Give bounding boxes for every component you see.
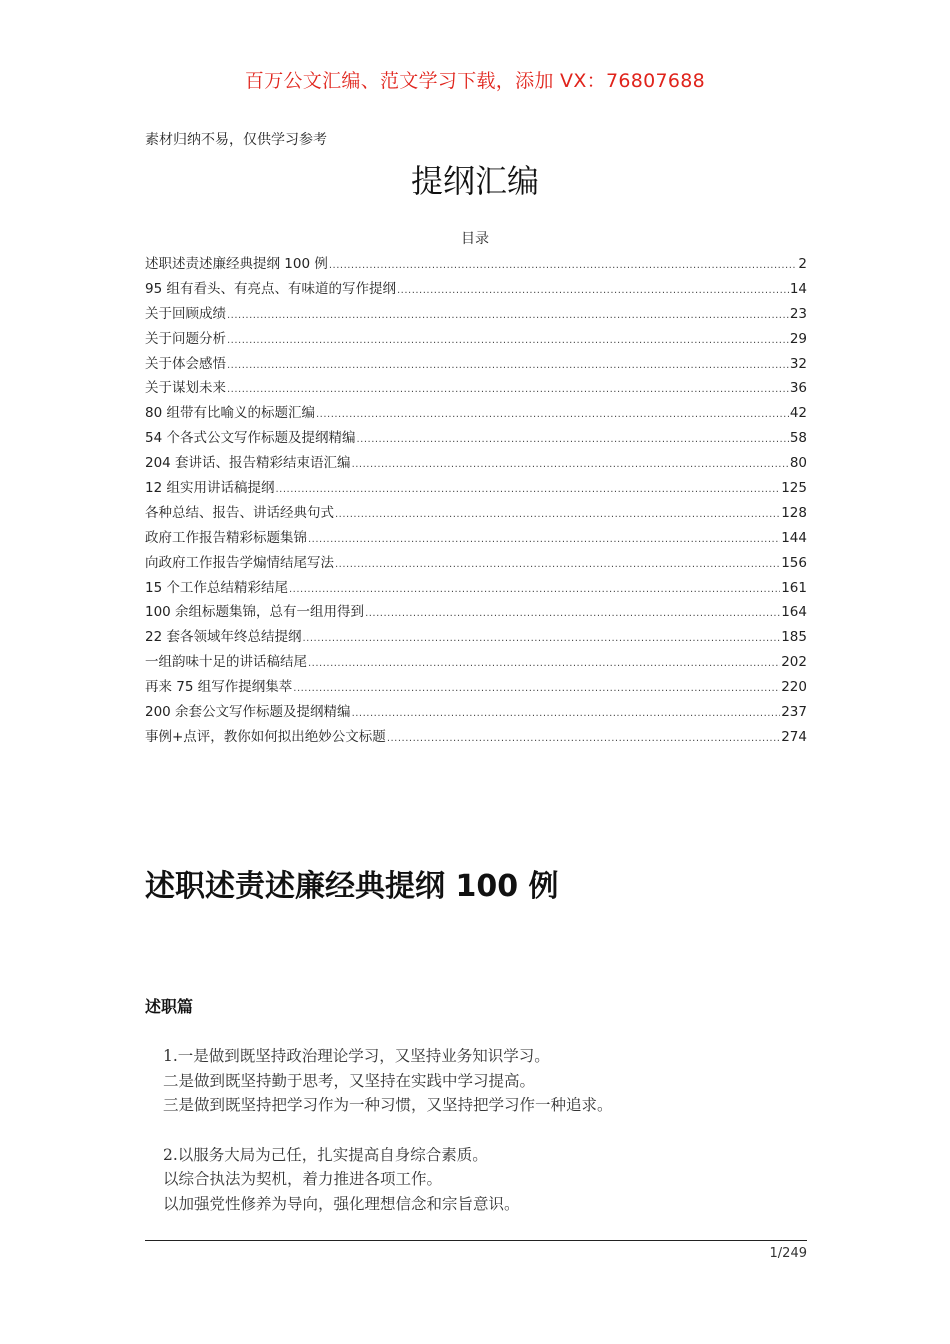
toc-entry-page: 274 xyxy=(781,728,807,745)
toc-entry[interactable] xyxy=(145,451,807,476)
toc-leader-dots xyxy=(275,484,780,495)
toc-leader-dots xyxy=(352,708,781,719)
toc-entry[interactable] xyxy=(145,277,807,302)
paragraph-line: 2.以服务大局为己任，扎实提高自身综合素质。 xyxy=(163,1145,488,1164)
toc-entry-page: 29 xyxy=(789,330,807,347)
paragraph-line: 以加强党性修养为导向，强化理想信念和宗旨意识。 xyxy=(163,1194,520,1213)
toc-entry-page: 156 xyxy=(781,554,807,571)
toc-entry[interactable] xyxy=(145,501,807,526)
toc-entry[interactable] xyxy=(145,426,807,451)
section-title: 述职述责述廉经典提纲 100 例 xyxy=(145,869,559,904)
toc-entry-title: 关于回顾成绩 xyxy=(145,305,226,322)
toc-entry-title: 22 套各领域年终总结提纲 xyxy=(145,629,302,646)
toc-entry-page: 202 xyxy=(781,654,807,671)
toc-entry-page: 164 xyxy=(781,604,807,621)
toc-leader-dots xyxy=(289,584,780,595)
toc-entry-page: 58 xyxy=(789,430,807,447)
toc-entry-page: 32 xyxy=(789,355,807,372)
toc-entry-title: 80 组带有比喻义的标题汇编 xyxy=(145,405,315,422)
toc-entry-page: 42 xyxy=(789,405,807,422)
toc-entry-page: 23 xyxy=(789,305,807,322)
toc-entry-title: 15 个工作总结精彩结尾 xyxy=(145,579,288,596)
paragraph-line: 三是做到既坚持把学习作为一种习惯，又坚持把学习作一种追求。 xyxy=(163,1096,613,1114)
toc-entry-page: 125 xyxy=(781,480,807,497)
toc-entry-page: 128 xyxy=(781,504,807,521)
toc-leader-dots xyxy=(365,608,780,619)
toc-entry-title: 关于问题分析 xyxy=(145,330,226,347)
toc-entry-title: 向政府工作报告学煽情结尾写法 xyxy=(145,554,334,571)
toc-leader-dots xyxy=(227,360,789,371)
toc-entry[interactable] xyxy=(145,551,807,576)
section-subtitle: 述职篇 xyxy=(145,997,194,1016)
toc-entry[interactable] xyxy=(145,327,807,352)
toc-entry-page: 185 xyxy=(781,629,807,646)
toc-leader-dots xyxy=(293,683,780,694)
toc-entry[interactable] xyxy=(145,625,807,650)
toc-leader-dots xyxy=(308,658,780,669)
toc-entry-page: 144 xyxy=(781,529,807,546)
toc-entry-title: 204 套讲话、报告精彩结束语汇编 xyxy=(145,455,351,472)
toc-entry-title: 再来 75 组写作提纲集萃 xyxy=(145,679,293,696)
promo-banner: 百万公文汇编、范文学习下载，添加 VX：76807688 xyxy=(244,70,706,92)
toc-entry[interactable] xyxy=(145,675,807,700)
toc-leader-dots xyxy=(316,409,789,420)
toc-entry-page: 2 xyxy=(798,256,807,272)
toc-entry[interactable] xyxy=(145,725,807,750)
toc-leader-dots xyxy=(308,534,780,545)
toc-entry[interactable] xyxy=(145,700,807,725)
toc-leader-dots xyxy=(352,459,789,470)
toc-entry-page: 161 xyxy=(781,579,807,596)
toc-entry-title: 200 余套公文写作标题及提纲精编 xyxy=(145,704,351,721)
toc-entry-title: 关于谋划未来 xyxy=(145,380,226,397)
toc-entry-title: 54 个各式公文写作标题及提纲精编 xyxy=(145,430,356,447)
toc-leader-dots xyxy=(335,559,780,570)
toc-leader-dots xyxy=(227,310,789,321)
source-note: 素材归纳不易，仅供学习参考 xyxy=(145,132,327,148)
toc-entry[interactable] xyxy=(145,476,807,501)
toc-entry-title: 12 组实用讲话稿提纲 xyxy=(145,480,275,497)
toc-heading: 目录 xyxy=(461,231,489,247)
toc-entry-title: 事例+点评，教你如何拟出绝妙公文标题 xyxy=(145,728,386,745)
toc-entry[interactable] xyxy=(145,600,807,625)
toc-entry[interactable] xyxy=(145,401,807,426)
toc-entry-title: 一组韵味十足的讲话稿结尾 xyxy=(145,654,307,671)
toc-leader-dots xyxy=(356,434,788,445)
toc-entry-title: 政府工作报告精彩标题集锦 xyxy=(145,529,307,546)
toc-entry-title: 95 组有看头、有亮点、有味道的写作提纲 xyxy=(145,280,396,297)
toc-entry[interactable] xyxy=(145,576,807,601)
toc-leader-dots xyxy=(329,260,798,271)
toc-leader-dots xyxy=(387,733,780,744)
toc-entry[interactable] xyxy=(145,352,807,377)
footer-divider xyxy=(145,1240,807,1241)
toc-entry-page: 14 xyxy=(789,280,807,297)
section-body xyxy=(163,1044,613,1216)
toc-entry[interactable] xyxy=(145,252,807,277)
toc-entry[interactable] xyxy=(145,650,807,675)
paragraph-line: 以综合执法为契机，着力推进各项工作。 xyxy=(163,1170,443,1188)
toc-entry-page: 80 xyxy=(789,455,807,472)
paragraph-line: 1.一是做到既坚持政治理论学习，又坚持业务知识学习。 xyxy=(163,1047,550,1065)
toc-leader-dots xyxy=(227,384,789,395)
document-title: 提纲汇编 xyxy=(410,162,539,200)
page-number: 1/249 xyxy=(769,1246,807,1261)
toc-leader-dots xyxy=(227,335,789,346)
toc-leader-dots xyxy=(335,509,780,520)
toc-entry-title: 各种总结、报告、讲话经典句式 xyxy=(145,504,334,521)
toc-entry-title: 述职述责述廉经典提纲 100 例 xyxy=(145,256,328,272)
toc-entry-page: 36 xyxy=(789,380,807,397)
table-of-contents xyxy=(145,252,807,750)
toc-leader-dots xyxy=(302,633,780,644)
toc-entry[interactable] xyxy=(145,302,807,327)
toc-entry-title: 关于体会感悟 xyxy=(145,355,226,372)
toc-entry-page: 220 xyxy=(781,679,807,696)
toc-entry-title: 100 余组标题集锦，总有一组用得到 xyxy=(145,604,365,621)
toc-leader-dots xyxy=(397,285,789,296)
toc-entry-page: 237 xyxy=(781,704,807,721)
toc-entry[interactable] xyxy=(145,376,807,401)
paragraph-line: 二是做到既坚持勤于思考，又坚持在实践中学习提高。 xyxy=(163,1071,536,1090)
toc-entry[interactable] xyxy=(145,526,807,551)
